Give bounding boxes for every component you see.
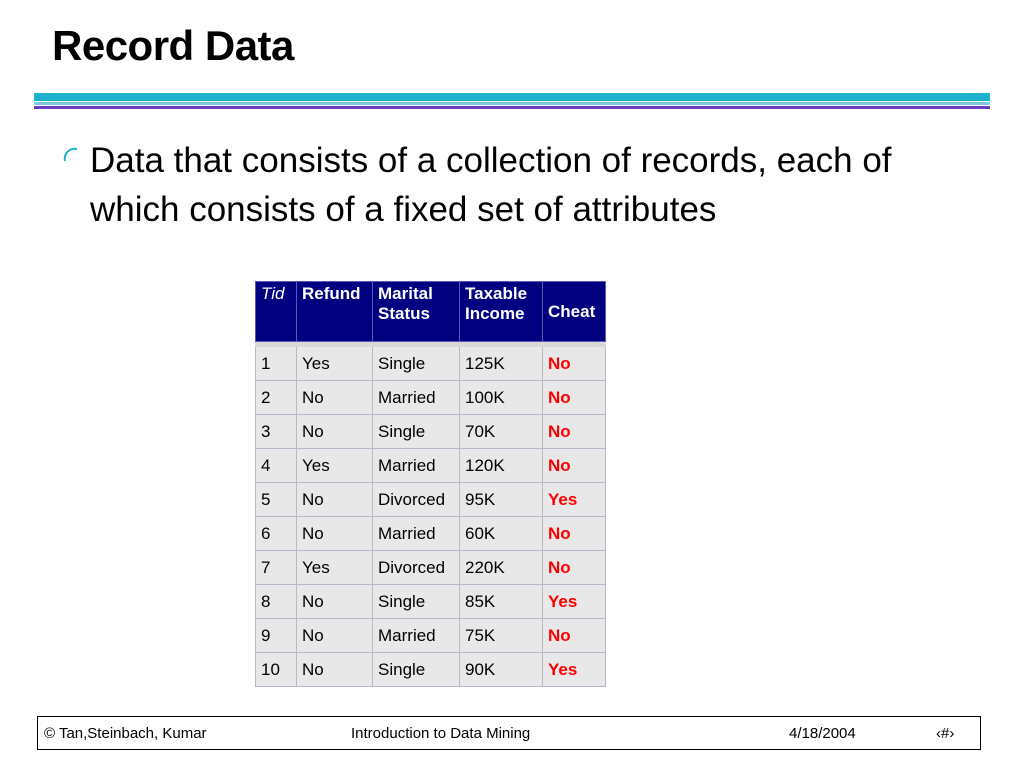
title-rule-light: [34, 102, 990, 105]
cell-cheat: No: [543, 415, 606, 449]
cell-tid: 8: [256, 585, 297, 619]
cell-marital-status: Single: [373, 415, 460, 449]
footer-course: Introduction to Data Mining: [351, 725, 531, 742]
footer-copyright: © Tan,Steinbach, Kumar: [44, 725, 207, 742]
table-row: [256, 381, 606, 415]
cell-taxable-income: 125K: [460, 347, 543, 381]
header-marital-status: Marital Status: [373, 282, 460, 342]
bullet-text: Data that consists of a collection of records, each of which consists of a fixed set of attributes: [90, 141, 892, 229]
table-row: [256, 619, 606, 653]
cell-marital-status: Divorced: [373, 551, 460, 585]
footer-page-number: ‹#›: [936, 725, 955, 742]
table-row: [256, 347, 606, 381]
bullet-point: [62, 136, 982, 234]
cell-tid: 4: [256, 449, 297, 483]
cell-tid: 10: [256, 653, 297, 687]
header-cheat: Cheat: [543, 282, 606, 342]
cell-marital-status: Married: [373, 619, 460, 653]
cell-tid: 2: [256, 381, 297, 415]
cell-refund: No: [297, 381, 373, 415]
table-row: [256, 415, 606, 449]
cell-tid: 6: [256, 517, 297, 551]
table-body: [256, 347, 606, 687]
cell-marital-status: Single: [373, 653, 460, 687]
cell-taxable-income: 90K: [460, 653, 543, 687]
cell-cheat: Yes: [543, 585, 606, 619]
header-tid: Tid: [256, 282, 297, 342]
table-row: [256, 653, 606, 687]
cell-refund: No: [297, 483, 373, 517]
cell-cheat: No: [543, 449, 606, 483]
cell-tid: 3: [256, 415, 297, 449]
cell-tid: 5: [256, 483, 297, 517]
cell-marital-status: Married: [373, 449, 460, 483]
cell-taxable-income: 85K: [460, 585, 543, 619]
table-row: [256, 517, 606, 551]
cell-marital-status: Divorced: [373, 483, 460, 517]
cell-marital-status: Single: [373, 347, 460, 381]
cell-cheat: No: [543, 551, 606, 585]
table-header-row: [256, 282, 606, 342]
header-taxable-income: Taxable Income: [460, 282, 543, 342]
cell-taxable-income: 60K: [460, 517, 543, 551]
table-row: [256, 483, 606, 517]
cell-cheat: No: [543, 347, 606, 381]
cell-taxable-income: 95K: [460, 483, 543, 517]
cell-refund: No: [297, 619, 373, 653]
cell-taxable-income: 120K: [460, 449, 543, 483]
cell-refund: Yes: [297, 449, 373, 483]
cell-marital-status: Single: [373, 585, 460, 619]
table-row: [256, 585, 606, 619]
cell-taxable-income: 70K: [460, 415, 543, 449]
cell-refund: No: [297, 415, 373, 449]
cell-refund: No: [297, 585, 373, 619]
cell-taxable-income: 220K: [460, 551, 543, 585]
title-rule-purple: [34, 106, 990, 109]
cell-taxable-income: 75K: [460, 619, 543, 653]
cell-cheat: No: [543, 517, 606, 551]
slide-footer: [37, 716, 981, 750]
cell-cheat: Yes: [543, 653, 606, 687]
header-refund: Refund: [297, 282, 373, 342]
footer-date: 4/18/2004: [789, 725, 856, 742]
cell-taxable-income: 100K: [460, 381, 543, 415]
cell-refund: No: [297, 653, 373, 687]
cell-refund: Yes: [297, 551, 373, 585]
cell-tid: 9: [256, 619, 297, 653]
cell-marital-status: Married: [373, 381, 460, 415]
cell-marital-status: Married: [373, 517, 460, 551]
record-table: [255, 281, 606, 687]
table-row: [256, 551, 606, 585]
cell-refund: No: [297, 517, 373, 551]
title-rule-teal: [34, 93, 990, 101]
cell-tid: 7: [256, 551, 297, 585]
cell-refund: Yes: [297, 347, 373, 381]
table-row: [256, 449, 606, 483]
cell-cheat: No: [543, 381, 606, 415]
cell-cheat: No: [543, 619, 606, 653]
arc-bullet-icon: [62, 146, 80, 164]
slide-title: Record Data: [52, 22, 294, 69]
cell-tid: 1: [256, 347, 297, 381]
cell-cheat: Yes: [543, 483, 606, 517]
